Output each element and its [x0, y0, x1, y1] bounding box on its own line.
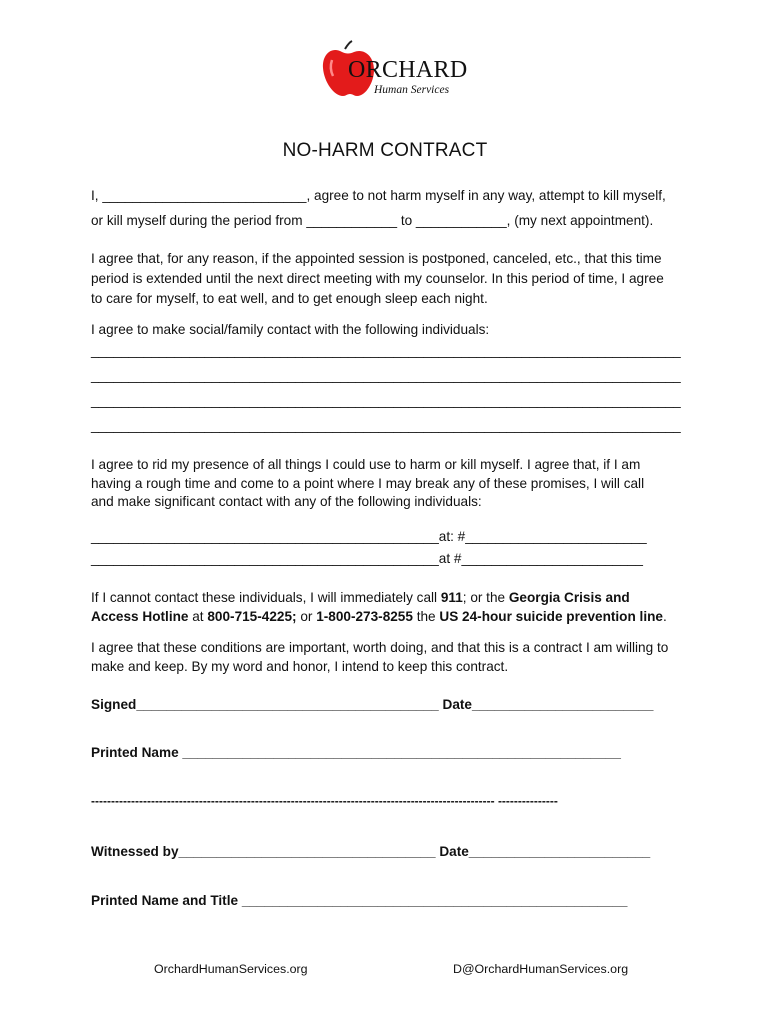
access-hotline-label: Access Hotline — [91, 609, 189, 624]
rid-line-3: and make significant contact with any of the following individuals: — [91, 494, 482, 509]
suicide-line-number: 1-800-273-8255 — [316, 609, 413, 624]
georgia-crisis-label: Georgia Crisis and — [508, 590, 630, 605]
signed-date-line: Signed________________________________________ Date________________________ — [91, 697, 654, 712]
suicide-line-label: US 24-hour suicide prevention line — [439, 609, 663, 624]
contact-line-1: ______________________________________________at: #________________________ — [91, 529, 647, 544]
logo-subtitle-text: Human Services — [374, 84, 450, 96]
crisis-text: . — [662, 609, 667, 624]
agree-line-1: I agree that these conditions are important, worth doing, and that this is a contract I am willing to — [91, 640, 669, 655]
rid-line-2: having a rough time and come to a point where I may break any of these promises, I will call — [91, 476, 645, 491]
crisis-text: at — [188, 609, 208, 624]
postpone-line-2: period is extended until the next direct meeting with my counselor. In this period of time, I agree — [91, 271, 664, 286]
social-contact-heading: I agree to make social/family contact with the following individuals: — [91, 322, 490, 337]
footer-website: OrchardHumanServices.org — [154, 962, 308, 976]
intro-line-2: or kill myself during the period from ____________ to ____________, (my next appointment). — [91, 213, 654, 228]
crisis-text: or — [296, 609, 317, 624]
printed-name-line: Printed Name __________________________________________________________ — [91, 745, 621, 760]
postpone-line-3: to care for myself, to eat well, and to get enough sleep each night. — [91, 291, 488, 306]
crisis-line-2 — [91, 609, 667, 624]
crisis-text: ; or the — [462, 590, 509, 605]
separator-line: ----------------------------------------------------------------------------------------------------- --------------- — [91, 794, 558, 808]
social-contact-blank-3: ______________________________________________________________________________ — [91, 393, 681, 408]
contact-line-2: ______________________________________________at #________________________ — [91, 551, 643, 566]
crisis-line-1 — [91, 590, 630, 605]
logo-brand-text: ORCHARD — [348, 57, 468, 83]
agree-line-2: make and keep. By my word and honor, I intend to keep this contract. — [91, 659, 509, 674]
orchard-logo — [318, 40, 468, 102]
rid-line-1: I agree to rid my presence of all things I could use to harm or kill myself. I agree that, if I am — [91, 457, 641, 472]
hotline-number: 800-715-4225; — [207, 609, 297, 624]
crisis-text: the — [412, 609, 440, 624]
page-title: NO-HARM CONTRACT — [282, 140, 488, 161]
intro-line-1: I, ___________________________, agree to not harm myself in any way, attempt to kill myself, — [91, 188, 666, 203]
postpone-line-1: I agree that, for any reason, if the appointed session is postponed, canceled, etc., that this time — [91, 251, 662, 266]
social-contact-blank-1: ______________________________________________________________________________ — [91, 343, 681, 358]
crisis-911: 911 — [440, 590, 463, 605]
crisis-text: If I cannot contact these individuals, I will immediately call — [91, 590, 441, 605]
social-contact-blank-2: ______________________________________________________________________________ — [91, 368, 681, 383]
printed-name-title-line: Printed Name and Title ___________________________________________________ — [91, 893, 628, 908]
witnessed-date-line: Witnessed by__________________________________ Date________________________ — [91, 844, 651, 859]
social-contact-blank-4: ______________________________________________________________________________ — [91, 418, 681, 433]
footer-email: D@OrchardHumanServices.org — [453, 962, 629, 976]
